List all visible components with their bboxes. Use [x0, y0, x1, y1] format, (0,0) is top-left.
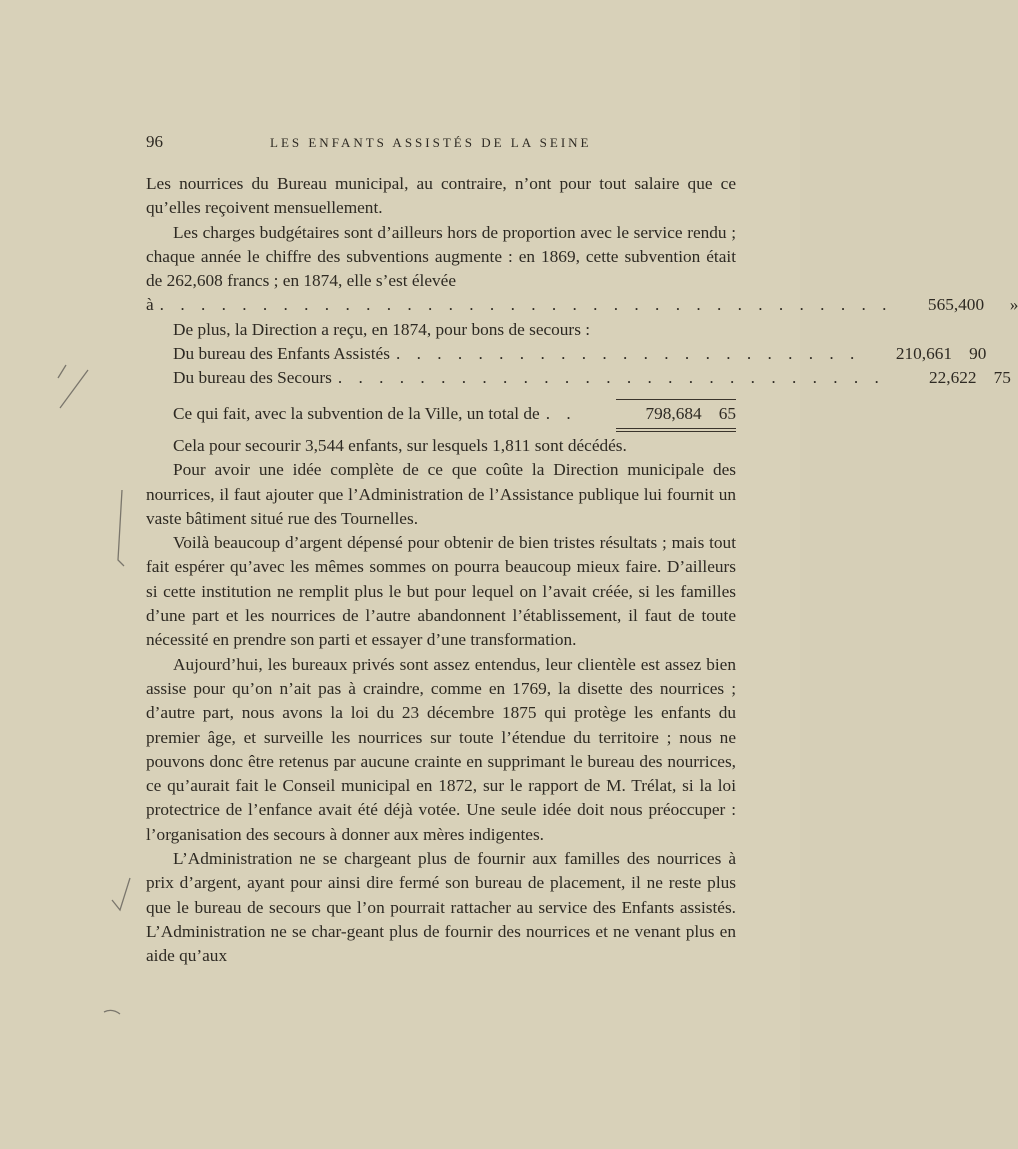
pencil-check-mark [112, 878, 130, 910]
paragraph: Cela pour secourir 3,544 enfants, sur lesquels 1,811 sont décédés. [173, 435, 627, 455]
total-label: Ce qui fait, avec la subvention de la Ville, un total de [173, 403, 540, 423]
paragraph: Les charges budgétaires sont d’ailleurs hors de proportion avec le service rendu ; chaque année le chiffre des subventions augmente : en 1869, cette subvention était de 262,608 francs ; en 1874, elle s’est élevée [146, 222, 736, 291]
pencil-bracket-mark [118, 490, 124, 566]
ledger-label: Du bureau des Enfants Assistés [173, 344, 390, 364]
dot-leader: . . . . . . . . . . . . . . . . . . . . . . . . . . . . . . . . . . . . [159, 295, 893, 315]
paragraph: Les nourrices du Bureau municipal, au contraire, n’ont pour tout salaire que ce qu’elles reçoivent mensuellement. [146, 174, 736, 218]
ledger-amount: 210,661 90 [895, 344, 987, 364]
dot-leader: . . . . . . . . . . . . . . . . . . . . . . . [395, 344, 861, 364]
paragraph: Voilà beaucoup d’argent dépensé pour obtenir de bien tristes résultats ; mais tout fait espérer qu’avec les mêmes sommes on pourra beaucoup mieux faire. D’ailleurs si cette institution ne remplit plus le but pour lequel on l’avait créée, si les familles d’une part et les nourrices de l’autre abandonnent l’établissement, il faut de toute nécessité en prendre son parti et essayer d’une transformation. [146, 533, 736, 650]
row-amount: 565,400 » [927, 295, 1018, 315]
running-title: LES ENFANTS ASSISTÉS DE LA SEINE [270, 135, 592, 150]
pencil-slash-mark [60, 370, 88, 408]
total-amount: 798,684 65 [645, 403, 736, 423]
pencil-hook-mark [104, 1010, 120, 1014]
paragraph: Aujourd’hui, les bureaux privés sont assez entendus, leur clientèle est assez bien assise pour qu’on n’ait pas à craindre, comme en 1769, la disette des nourrices ; d’autre part, nous avons la loi du 23 décembre 1875 qui protège les enfants du premier âge, et surveille les nourrices sur toute l’étendue du territoire ; nous ne pouvons donc être retenus par aucune crainte en supprimant le bureau des nourrices, ce qu’aurait fait le Conseil municipal en 1872, sur le rapport de M. Trélat, si la loi protectrice de l’enfance avait été déjà votée. Une seule idée doit nous préoccuper : l’organisation des secours à donner aux mères indigentes. [146, 654, 736, 844]
paragraph: De plus, la Direction a reçu, en 1874, pour bons de secours : [173, 319, 591, 339]
dot-leader: . . . . . . . . . . . . . . . . . . . . . . . . . . . [337, 368, 885, 388]
dot-leader: . . [545, 403, 577, 423]
pencil-slash-mark [58, 365, 66, 378]
ledger-amount: 22,622 75 [928, 368, 1011, 388]
page-number: 96 [146, 132, 163, 151]
paragraph: L’Administration ne se chargeant plus de fournir aux familles des nourrices à prix d’argent, ayant pour ainsi dire fermé son bureau de placement, il ne reste plus que le bureau de secours que l’on pourrait rattacher au service des Enfants assistés. L’Administration ne se char-geant plus de fournir des nourrices et ne venant plus en aide qu’aux [146, 849, 736, 966]
paragraph: Pour avoir une idée complète de ce que coûte la Direction municipale des nourrices, il faut ajouter que l’Administration de l’Assistance publique lui fournit un vaste bâtiment situé rue des Tournelles. [146, 460, 736, 528]
row-label: à [146, 295, 154, 315]
ledger-label: Du bureau des Secours [173, 368, 332, 388]
